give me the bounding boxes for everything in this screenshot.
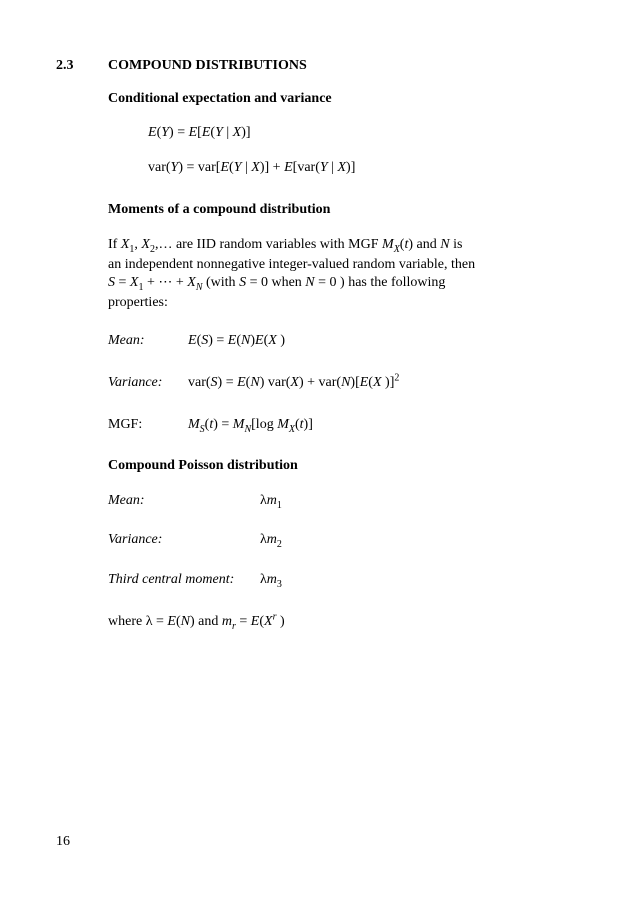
moments-line-2: an independent nonnegative integer-valued random variable, then [108,257,476,272]
equation-expectation: E(Y) = E[E(Y | X)] [148,125,251,140]
heading-conditional: Conditional expectation and variance [108,91,332,106]
moments-line-4: properties: [108,295,168,310]
section-title: COMPOUND DISTRIBUTIONS [108,58,307,73]
variance-formula: var(S) = E(N) var(X) + var(N)[E(X )]$^2$ [188,372,400,390]
variance-label: Variance: [108,375,163,390]
poisson-variance-value: $\lambda m_2$ [260,532,282,550]
poisson-mean-label: Mean: [108,493,145,508]
mgf-label: MGF: [108,417,143,432]
poisson-third-moment-value: $\lambda m_3$ [260,572,282,590]
poisson-mean-value: $\lambda m_1$ [260,493,282,511]
moments-line-1: If $X_1$, $X_2,\dots$ are IID random variables with MGF $M_X(t)$ and N is [108,237,463,255]
poisson-third-moment-label: Third central moment: [108,572,235,587]
moments-line-3: $S = X_1$ + ⋯ + $X_N$ (with S = 0 when N = 0 ) has the following [108,275,446,293]
section-number: 2.3 [56,58,74,73]
poisson-where-line: where λ = E(N) and $m_r = E(X^r$ ) [108,611,285,632]
mean-label: Mean: [108,333,145,348]
equation-variance: var(Y) = var[E(Y | X)] + E[var(Y | X)] [148,160,356,175]
poisson-variance-label: Variance: [108,532,163,547]
heading-poisson: Compound Poisson distribution [108,458,298,473]
heading-moments: Moments of a compound distribution [108,202,331,217]
equation-expectation-text [0,0,1,1]
page-number: 16 [56,834,70,849]
mean-formula: E(S) = E(N)E(X ) [188,333,286,348]
mgf-formula: $M_S(t) = M_N[\log$ $M_X(t)$] [188,417,313,435]
